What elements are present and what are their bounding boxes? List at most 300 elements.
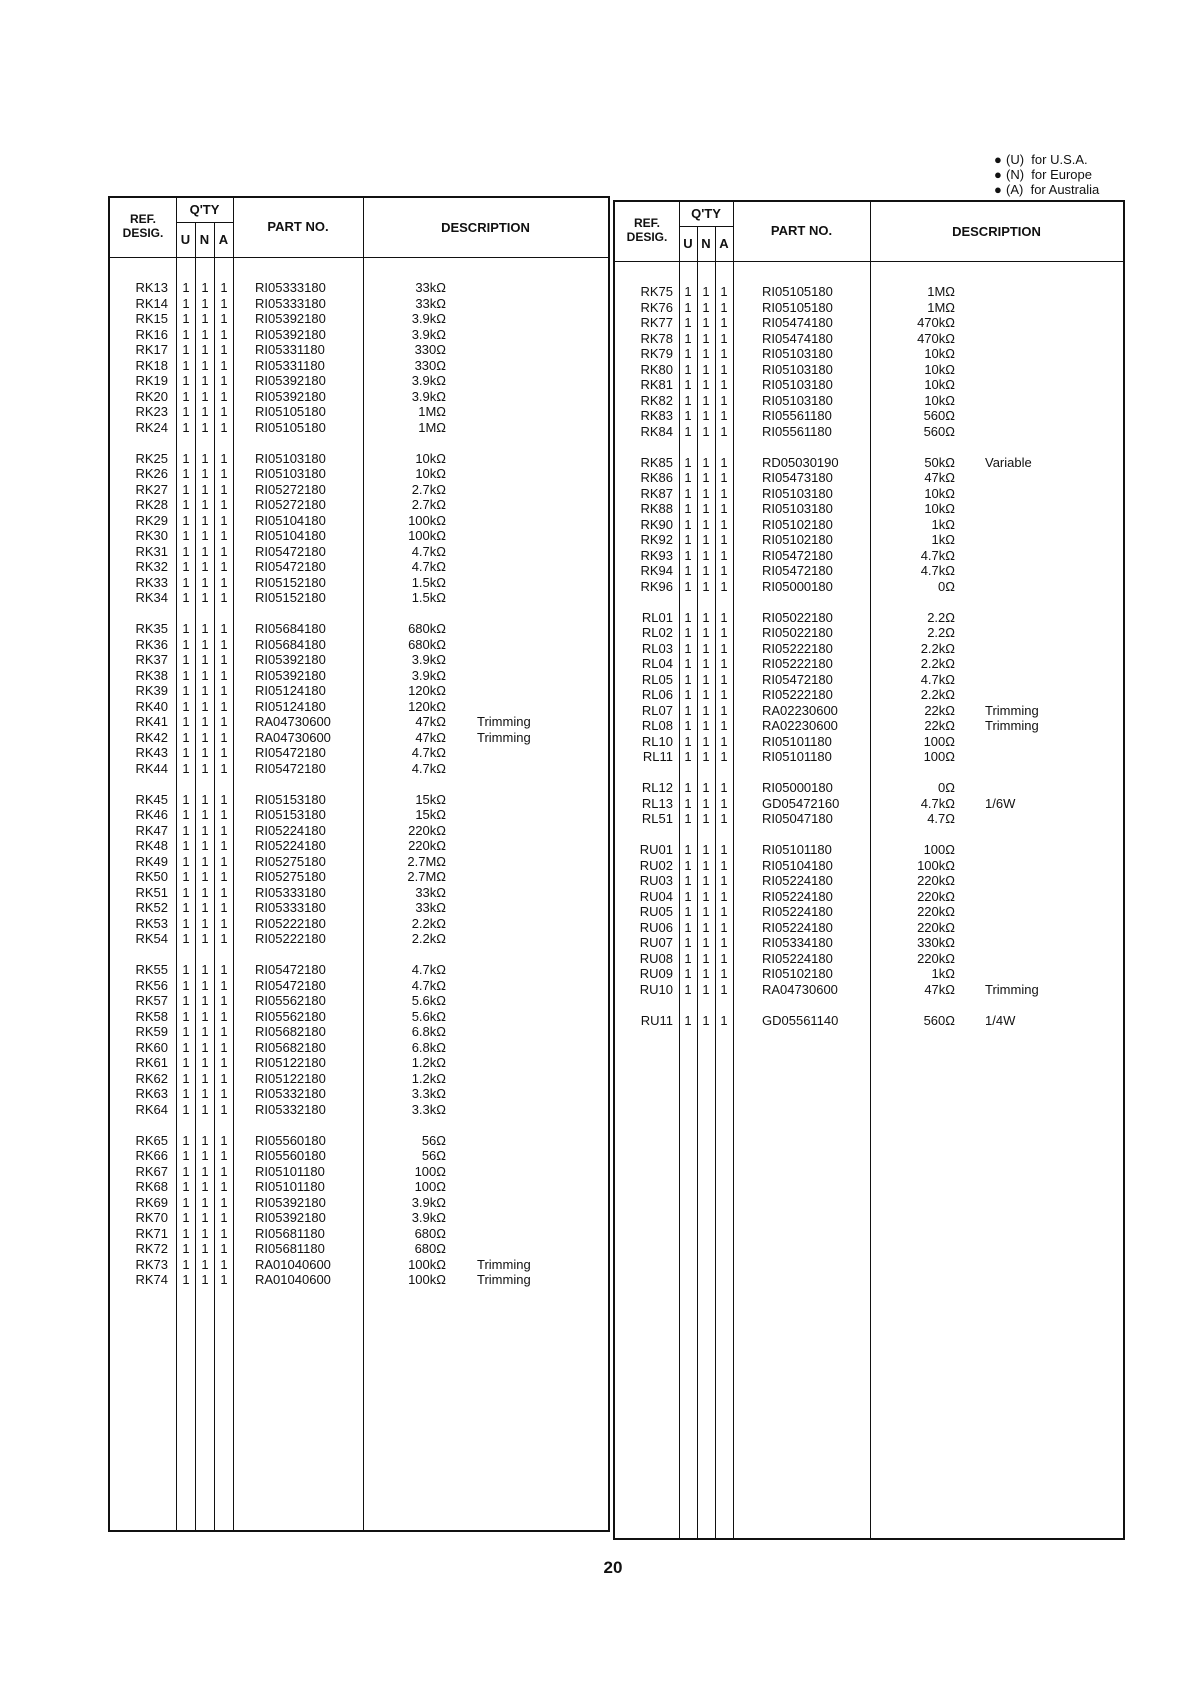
ref-desig-cell: RK69 xyxy=(135,1194,168,1210)
qty-n-cell: 1 xyxy=(201,543,209,559)
table-row xyxy=(110,683,608,699)
header-ref-desig: REF. DESIG. xyxy=(122,212,164,240)
ref-desig-cell: RK42 xyxy=(135,729,168,745)
qty-u-cell: 1 xyxy=(182,900,190,915)
ref-desig-cell: RK94 xyxy=(640,563,673,578)
qty-u-cell: 1 xyxy=(182,1272,190,1287)
note-cell: Trimming xyxy=(477,729,531,745)
ref-desig-cell: RK65 xyxy=(135,1132,168,1148)
part-no-cell: RI05103180 xyxy=(255,450,326,466)
qty-n-cell: 1 xyxy=(201,1024,209,1039)
table-row xyxy=(110,869,608,885)
qty-a-cell: 1 xyxy=(720,718,728,733)
ref-desig-cell: RK72 xyxy=(135,1241,168,1256)
qty-a-cell: 1 xyxy=(720,563,728,578)
part-no-cell: RI05472180 xyxy=(255,745,326,760)
qty-u-cell: 1 xyxy=(684,656,692,671)
table-row xyxy=(110,730,608,746)
ref-desig-cell: RK15 xyxy=(135,311,168,326)
qty-n-cell: 1 xyxy=(201,512,209,528)
value-cell: 0Ω xyxy=(938,780,955,795)
qty-n-cell: 1 xyxy=(201,931,209,946)
qty-a-cell: 1 xyxy=(220,280,228,295)
table-row xyxy=(615,1013,1123,1029)
qty-a-cell: 1 xyxy=(220,1148,228,1163)
qty-a-cell: 1 xyxy=(220,621,228,636)
qty-u-cell: 1 xyxy=(182,698,190,714)
ref-desig-cell: RK83 xyxy=(640,408,673,423)
ref-desig-cell: RK93 xyxy=(640,547,673,563)
qty-a-cell: 1 xyxy=(220,1086,228,1101)
table-row xyxy=(615,656,1123,672)
qty-a-cell: 1 xyxy=(720,516,728,532)
qty-u-cell: 1 xyxy=(182,931,190,946)
qty-a-cell: 1 xyxy=(220,357,228,373)
table-row xyxy=(110,513,608,529)
qty-n-cell: 1 xyxy=(201,667,209,683)
value-cell: 2.2kΩ xyxy=(411,931,446,946)
qty-a-cell: 1 xyxy=(220,636,228,652)
header-a: A xyxy=(218,232,229,247)
value-cell: 3.3kΩ xyxy=(411,1101,446,1117)
part-no-cell: RI05124180 xyxy=(255,683,326,698)
part-no-cell: RI05472180 xyxy=(762,671,833,687)
table-row xyxy=(110,1179,608,1195)
qty-a-cell: 1 xyxy=(220,822,228,838)
value-cell: 10kΩ xyxy=(924,361,955,377)
table-row xyxy=(615,920,1123,936)
ref-desig-cell: RK23 xyxy=(135,404,168,419)
part-no-cell: RI05222180 xyxy=(762,687,833,702)
value-cell: 4.7kΩ xyxy=(411,977,446,993)
qty-a-cell: 1 xyxy=(220,497,228,512)
qty-a-cell: 1 xyxy=(220,915,228,931)
part-no-cell: RI05103180 xyxy=(762,361,833,377)
value-cell: 10kΩ xyxy=(924,392,955,408)
qty-u-cell: 1 xyxy=(182,1148,190,1163)
qty-n-cell: 1 xyxy=(702,733,710,749)
part-no-cell: RI05101180 xyxy=(762,749,832,764)
ref-desig-cell: RK74 xyxy=(135,1272,168,1287)
qty-u-cell: 1 xyxy=(684,981,692,997)
ref-desig-cell: RK50 xyxy=(135,869,168,884)
qty-n-cell: 1 xyxy=(201,869,209,884)
ref-desig-cell: RK55 xyxy=(135,962,168,977)
part-no-cell: RI05562180 xyxy=(255,1008,326,1024)
part-no-cell: RI05153180 xyxy=(255,791,326,807)
part-no-cell: RI05392180 xyxy=(255,1210,326,1225)
qty-u-cell: 1 xyxy=(684,485,692,501)
qty-a-cell: 1 xyxy=(720,966,728,981)
qty-u-cell: 1 xyxy=(684,919,692,935)
part-no-cell: RI05392180 xyxy=(255,667,326,683)
table-row xyxy=(110,404,608,420)
qty-u-cell: 1 xyxy=(182,1210,190,1225)
ref-desig-cell: RK48 xyxy=(135,838,168,853)
qty-a-cell: 1 xyxy=(720,733,728,749)
ref-desig-cell: RL04 xyxy=(641,656,673,671)
qty-a-cell: 1 xyxy=(220,1024,228,1039)
qty-u-cell: 1 xyxy=(684,950,692,966)
part-no-cell: RI05122180 xyxy=(255,1055,326,1070)
qty-a-cell: 1 xyxy=(220,791,228,807)
value-cell: 220kΩ xyxy=(917,904,955,919)
part-no-cell: RI05102180 xyxy=(762,966,833,981)
qty-a-cell: 1 xyxy=(220,1194,228,1210)
qty-u-cell: 1 xyxy=(182,962,190,977)
qty-n-cell: 1 xyxy=(201,466,209,481)
qty-n-cell: 1 xyxy=(702,423,710,439)
qty-n-cell: 1 xyxy=(201,404,209,419)
value-cell: 100Ω xyxy=(923,733,955,749)
qty-u-cell: 1 xyxy=(684,625,692,640)
qty-a-cell: 1 xyxy=(220,311,228,326)
legend-item: ● (N) for Europe xyxy=(994,167,1092,182)
qty-n-cell: 1 xyxy=(702,780,710,795)
ref-desig-cell: RK33 xyxy=(135,574,168,590)
qty-u-cell: 1 xyxy=(684,857,692,873)
table-row xyxy=(615,904,1123,920)
ref-desig-cell: RK16 xyxy=(135,326,168,342)
legend-item: ● (A) for Australia xyxy=(994,182,1100,197)
table-row xyxy=(110,420,608,436)
table-row xyxy=(110,714,608,730)
qty-u-cell: 1 xyxy=(182,1024,190,1039)
header-ref-desig: REF. DESIG. xyxy=(626,216,668,244)
value-cell: 5.6kΩ xyxy=(411,993,446,1008)
qty-a-cell: 1 xyxy=(720,950,728,966)
part-no-cell: RI05224180 xyxy=(762,873,833,888)
part-no-cell: RA01040600 xyxy=(255,1256,331,1272)
ref-desig-cell: RL07 xyxy=(641,702,673,718)
qty-n-cell: 1 xyxy=(201,497,209,512)
value-cell: 100kΩ xyxy=(408,528,446,543)
value-cell: 2.2Ω xyxy=(927,609,955,625)
table-row xyxy=(110,559,608,575)
qty-u-cell: 1 xyxy=(182,559,190,574)
value-cell: 100Ω xyxy=(414,1163,446,1179)
ref-desig-cell: RK26 xyxy=(135,466,168,481)
table-row xyxy=(110,838,608,854)
table-row xyxy=(110,296,608,312)
qty-n-cell: 1 xyxy=(201,1272,209,1287)
value-cell: 100Ω xyxy=(414,1179,446,1194)
qty-a-cell: 1 xyxy=(720,470,728,485)
qty-n-cell: 1 xyxy=(702,904,710,919)
part-no-cell: RA02230600 xyxy=(762,702,838,718)
qty-n-cell: 1 xyxy=(201,373,209,388)
part-no-cell: RI05022180 xyxy=(762,609,833,625)
part-no-cell: RI05047180 xyxy=(762,811,833,826)
value-cell: 4.7kΩ xyxy=(411,962,446,977)
qty-a-cell: 1 xyxy=(220,342,228,357)
legend-item: ● (U) for U.S.A. xyxy=(994,152,1088,167)
table-row xyxy=(110,389,608,405)
table-row xyxy=(615,935,1123,951)
page-number: 20 xyxy=(603,1558,623,1577)
value-cell: 2.2Ω xyxy=(927,625,955,640)
table-row xyxy=(110,590,608,606)
ref-desig-cell: RK41 xyxy=(135,714,168,729)
table-row xyxy=(110,327,608,343)
table-row xyxy=(615,734,1123,750)
qty-a-cell: 1 xyxy=(220,559,228,574)
table-row xyxy=(110,931,608,947)
part-no-cell: RI05000180 xyxy=(762,578,833,594)
ref-desig-cell: RK78 xyxy=(640,330,673,346)
qty-n-cell: 1 xyxy=(201,1039,209,1055)
note-cell: Trimming xyxy=(477,714,531,729)
header-a: A xyxy=(719,236,729,251)
part-no-cell: RA02230600 xyxy=(762,718,838,733)
table-row xyxy=(615,486,1123,502)
value-cell: 0Ω xyxy=(938,578,955,594)
qty-u-cell: 1 xyxy=(684,780,692,795)
value-cell: 330Ω xyxy=(414,357,446,373)
table-row xyxy=(615,315,1123,331)
table-row xyxy=(110,1102,608,1118)
table-row xyxy=(615,300,1123,316)
part-no-cell: RI05103180 xyxy=(762,501,833,516)
qty-a-cell: 1 xyxy=(720,873,728,888)
qty-u-cell: 1 xyxy=(182,512,190,528)
ref-desig-cell: RK67 xyxy=(135,1163,168,1179)
table-row xyxy=(615,563,1123,579)
value-cell: 6.8kΩ xyxy=(411,1039,446,1055)
qty-a-cell: 1 xyxy=(220,698,228,714)
qty-u-cell: 1 xyxy=(182,1241,190,1256)
header-description: DESCRIPTION xyxy=(441,220,530,235)
table-row xyxy=(615,346,1123,362)
table-row xyxy=(110,497,608,513)
qty-u-cell: 1 xyxy=(684,423,692,439)
value-cell: 3.9kΩ xyxy=(411,1194,446,1210)
value-cell: 22kΩ xyxy=(924,702,955,718)
qty-u-cell: 1 xyxy=(182,977,190,993)
table-row xyxy=(110,1241,608,1257)
qty-n-cell: 1 xyxy=(201,714,209,729)
ref-desig-cell: RK66 xyxy=(135,1148,168,1163)
ref-desig-cell: RK56 xyxy=(135,977,168,993)
ref-desig-cell: RL05 xyxy=(641,671,673,687)
value-cell: 2.2kΩ xyxy=(920,656,955,671)
qty-u-cell: 1 xyxy=(182,869,190,884)
qty-u-cell: 1 xyxy=(182,729,190,745)
qty-n-cell: 1 xyxy=(702,656,710,671)
ref-desig-cell: RU07 xyxy=(639,935,673,950)
qty-u-cell: 1 xyxy=(182,497,190,512)
qty-u-cell: 1 xyxy=(684,733,692,749)
value-cell: 47kΩ xyxy=(924,981,955,997)
qty-n-cell: 1 xyxy=(201,621,209,636)
part-no-cell: RA01040600 xyxy=(255,1272,331,1287)
qty-u-cell: 1 xyxy=(182,1055,190,1070)
table-row xyxy=(110,1040,608,1056)
value-cell: 4.7kΩ xyxy=(411,559,446,574)
qty-n-cell: 1 xyxy=(201,760,209,776)
part-no-cell: RI05472180 xyxy=(255,977,326,993)
part-no-cell: RI05682180 xyxy=(255,1039,326,1055)
qty-u-cell: 1 xyxy=(684,454,692,470)
part-no-cell: RI05472180 xyxy=(762,547,833,563)
table-row xyxy=(110,1086,608,1102)
ref-desig-cell: RK90 xyxy=(640,516,673,532)
value-cell: 220kΩ xyxy=(917,873,955,888)
ref-desig-cell: RU05 xyxy=(639,904,673,919)
qty-n-cell: 1 xyxy=(201,791,209,807)
table-row xyxy=(110,1024,608,1040)
ref-desig-cell: RU08 xyxy=(639,950,673,966)
value-cell: 1MΩ xyxy=(927,284,955,299)
table-row xyxy=(110,1071,608,1087)
qty-n-cell: 1 xyxy=(702,687,710,702)
qty-n-cell: 1 xyxy=(201,1070,209,1086)
part-no-cell: RI05222180 xyxy=(762,656,833,671)
table-row xyxy=(615,982,1123,998)
value-cell: 100kΩ xyxy=(408,1272,446,1287)
value-cell: 4.7kΩ xyxy=(920,547,955,563)
ref-desig-cell: RL11 xyxy=(642,749,673,764)
qty-a-cell: 1 xyxy=(720,687,728,702)
table-row xyxy=(110,1210,608,1226)
qty-n-cell: 1 xyxy=(702,315,710,330)
qty-n-cell: 1 xyxy=(201,342,209,357)
table-row xyxy=(110,544,608,560)
value-cell: 1.5kΩ xyxy=(411,590,446,605)
note-cell: 1/6W xyxy=(985,795,1016,811)
qty-a-cell: 1 xyxy=(220,295,228,311)
table-row xyxy=(110,993,608,1009)
qty-a-cell: 1 xyxy=(720,578,728,594)
qty-u-cell: 1 xyxy=(684,392,692,408)
part-no-cell: RI05332180 xyxy=(255,1086,326,1101)
value-cell: 10kΩ xyxy=(415,466,446,481)
qty-u-cell: 1 xyxy=(182,311,190,326)
ref-desig-cell: RK96 xyxy=(640,578,673,594)
ref-desig-cell: RK39 xyxy=(135,683,168,698)
value-cell: 470kΩ xyxy=(917,315,955,330)
ref-desig-cell: RK62 xyxy=(135,1070,168,1086)
ref-desig-cell: RL06 xyxy=(641,687,673,702)
part-no-cell: RA04730600 xyxy=(255,729,331,745)
qty-a-cell: 1 xyxy=(220,450,228,466)
ref-desig-cell: RL13 xyxy=(641,795,673,811)
ref-desig-cell: RU09 xyxy=(639,966,673,981)
part-no-cell: RI05224180 xyxy=(762,888,833,904)
qty-n-cell: 1 xyxy=(201,1008,209,1024)
qty-u-cell: 1 xyxy=(684,330,692,346)
qty-n-cell: 1 xyxy=(702,702,710,718)
qty-n-cell: 1 xyxy=(702,284,710,299)
table-body-left xyxy=(110,280,608,1303)
ref-desig-cell: RK60 xyxy=(135,1039,168,1055)
part-no-cell: RI05224180 xyxy=(762,904,833,919)
table-row xyxy=(110,280,608,296)
ref-desig-cell: RK79 xyxy=(640,346,673,361)
qty-n-cell: 1 xyxy=(201,1256,209,1272)
value-cell: 1.2kΩ xyxy=(411,1070,446,1086)
value-cell: 3.3kΩ xyxy=(411,1086,446,1101)
qty-a-cell: 1 xyxy=(220,373,228,388)
qty-a-cell: 1 xyxy=(220,512,228,528)
qty-a-cell: 1 xyxy=(720,377,728,392)
qty-u-cell: 1 xyxy=(182,1225,190,1241)
qty-u-cell: 1 xyxy=(182,1039,190,1055)
ref-desig-cell: RK30 xyxy=(135,528,168,543)
ref-desig-cell: RK46 xyxy=(135,807,168,822)
parts-table-right xyxy=(613,200,1125,1540)
ref-desig-cell: RK70 xyxy=(135,1210,168,1225)
qty-n-cell: 1 xyxy=(201,559,209,574)
qty-a-cell: 1 xyxy=(720,408,728,423)
table-row xyxy=(110,699,608,715)
part-no-cell: RI05275180 xyxy=(255,869,326,884)
ref-desig-cell: RK27 xyxy=(135,481,168,497)
value-cell: 33kΩ xyxy=(415,900,446,915)
ref-desig-cell: RL10 xyxy=(641,733,673,749)
qty-a-cell: 1 xyxy=(220,714,228,729)
value-cell: 120kΩ xyxy=(408,683,446,698)
table-row xyxy=(615,858,1123,874)
qty-n-cell: 1 xyxy=(201,822,209,838)
part-no-cell: RI05275180 xyxy=(255,853,326,869)
qty-n-cell: 1 xyxy=(201,419,209,435)
part-no-cell: RI05474180 xyxy=(762,315,833,330)
table-row xyxy=(110,1148,608,1164)
qty-a-cell: 1 xyxy=(220,977,228,993)
qty-n-cell: 1 xyxy=(702,377,710,392)
qty-a-cell: 1 xyxy=(220,869,228,884)
qty-n-cell: 1 xyxy=(201,388,209,404)
value-cell: 560Ω xyxy=(923,408,955,423)
qty-a-cell: 1 xyxy=(220,729,228,745)
qty-u-cell: 1 xyxy=(182,481,190,497)
qty-a-cell: 1 xyxy=(220,900,228,915)
qty-n-cell: 1 xyxy=(201,1086,209,1101)
qty-u-cell: 1 xyxy=(684,935,692,950)
qty-a-cell: 1 xyxy=(220,1272,228,1287)
qty-n-cell: 1 xyxy=(702,563,710,578)
qty-n-cell: 1 xyxy=(201,1163,209,1179)
qty-u-cell: 1 xyxy=(684,501,692,516)
qty-n-cell: 1 xyxy=(702,299,710,315)
qty-u-cell: 1 xyxy=(182,667,190,683)
qty-a-cell: 1 xyxy=(720,423,728,439)
header-qty: Q'TY xyxy=(189,202,220,217)
qty-a-cell: 1 xyxy=(220,993,228,1008)
qty-n-cell: 1 xyxy=(201,1179,209,1194)
value-cell: 10kΩ xyxy=(415,450,446,466)
part-no-cell: RI05332180 xyxy=(255,1101,326,1117)
ref-desig-cell: RK32 xyxy=(135,559,168,574)
qty-u-cell: 1 xyxy=(182,760,190,776)
table-row xyxy=(615,470,1123,486)
value-cell: 15kΩ xyxy=(415,807,446,822)
header-qty: Q'TY xyxy=(691,206,721,221)
part-no-cell: RI05103180 xyxy=(255,466,326,481)
value-cell: 3.9kΩ xyxy=(411,373,446,388)
part-no-cell: RI05222180 xyxy=(255,915,326,931)
qty-n-cell: 1 xyxy=(201,590,209,605)
ref-desig-cell: RK25 xyxy=(135,450,168,466)
qty-a-cell: 1 xyxy=(220,1055,228,1070)
table-row xyxy=(615,517,1123,533)
part-no-cell: RI05474180 xyxy=(762,330,833,346)
ref-desig-cell: RU03 xyxy=(639,873,673,888)
note-cell: Trimming xyxy=(985,981,1039,997)
value-cell: 5.6kΩ xyxy=(411,1008,446,1024)
table-row xyxy=(110,1055,608,1071)
